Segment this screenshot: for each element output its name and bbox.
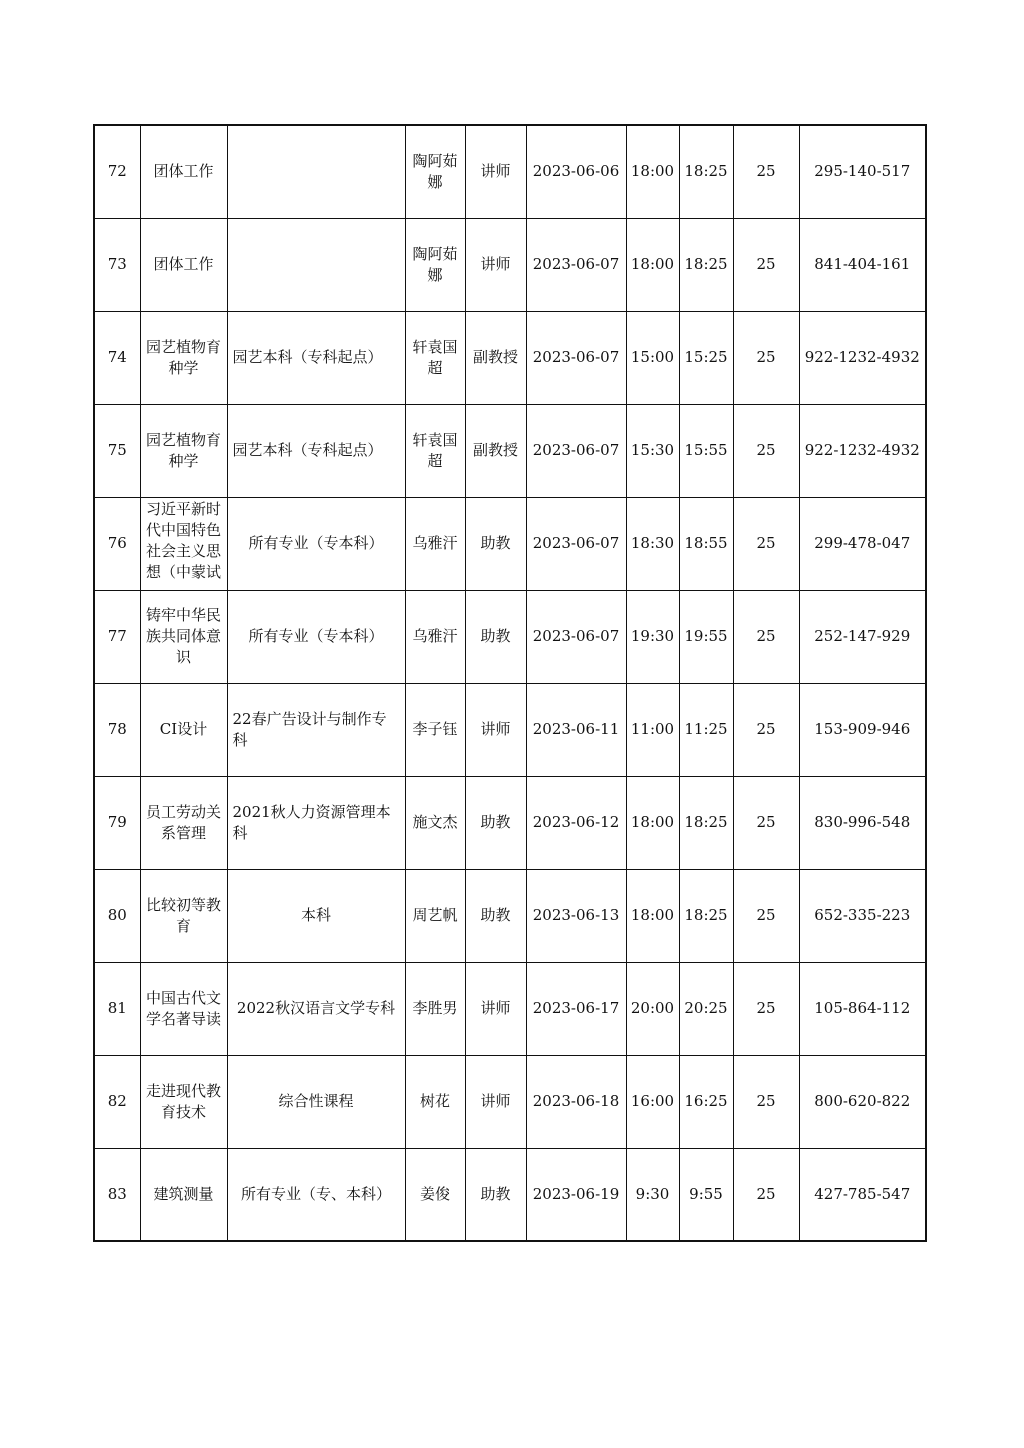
cell-row-number: 74 xyxy=(94,311,140,404)
cell-teacher-title: 讲师 xyxy=(465,125,526,218)
cell-date: 2023-06-06 xyxy=(526,125,626,218)
cell-duration: 25 xyxy=(733,869,799,962)
cell-teacher-title: 讲师 xyxy=(465,218,526,311)
cell-major: 所有专业（专、本科） xyxy=(227,1148,405,1241)
table-row xyxy=(94,1148,926,1241)
cell-end-time: 18:25 xyxy=(679,218,733,311)
cell-row-number: 82 xyxy=(94,1055,140,1148)
cell-row-number: 79 xyxy=(94,776,140,869)
cell-teacher: 李胜男 xyxy=(405,962,465,1055)
cell-date: 2023-06-07 xyxy=(526,497,626,590)
cell-meeting-id: 299-478-047 xyxy=(799,497,926,590)
table-row xyxy=(94,869,926,962)
cell-meeting-id: 922-1232-4932 xyxy=(799,404,926,497)
cell-teacher: 陶阿茹娜 xyxy=(405,218,465,311)
cell-teacher: 施文杰 xyxy=(405,776,465,869)
cell-teacher-title: 讲师 xyxy=(465,1055,526,1148)
table-row xyxy=(94,590,926,683)
cell-course-name: 铸牢中华民族共同体意识 xyxy=(140,590,227,683)
cell-major: 园艺本科（专科起点） xyxy=(227,311,405,404)
cell-date: 2023-06-19 xyxy=(526,1148,626,1241)
cell-text: 习近平新时代中国特色社会主义思想（中蒙试 xyxy=(145,499,221,581)
cell-teacher-title: 助教 xyxy=(465,590,526,683)
cell-major: 所有专业（专本科） xyxy=(227,497,405,590)
table-row xyxy=(94,776,926,869)
cell-duration: 25 xyxy=(733,590,799,683)
cell-major: 2022秋汉语言文学专科 xyxy=(227,962,405,1055)
cell-end-time: 19:55 xyxy=(679,590,733,683)
cell-date: 2023-06-12 xyxy=(526,776,626,869)
cell-teacher-title: 助教 xyxy=(465,776,526,869)
cell-duration: 25 xyxy=(733,497,799,590)
cell-teacher-title: 讲师 xyxy=(465,683,526,776)
cell-teacher-title: 副教授 xyxy=(465,311,526,404)
cell-row-number: 72 xyxy=(94,125,140,218)
cell-date: 2023-06-07 xyxy=(526,218,626,311)
cell-start-time: 18:00 xyxy=(626,776,679,869)
cell-row-number: 76 xyxy=(94,497,140,590)
cell-duration: 25 xyxy=(733,218,799,311)
cell-course-name: CI设计 xyxy=(140,683,227,776)
cell-teacher-title: 讲师 xyxy=(465,962,526,1055)
cell-major: 综合性课程 xyxy=(227,1055,405,1148)
cell-start-time: 15:00 xyxy=(626,311,679,404)
cell-end-time: 18:25 xyxy=(679,869,733,962)
cell-start-time: 19:30 xyxy=(626,590,679,683)
cell-teacher: 姜俊 xyxy=(405,1148,465,1241)
cell-meeting-id: 105-864-112 xyxy=(799,962,926,1055)
cell-row-number: 80 xyxy=(94,869,140,962)
cell-row-number: 77 xyxy=(94,590,140,683)
cell-start-time: 20:00 xyxy=(626,962,679,1055)
cell-end-time: 18:55 xyxy=(679,497,733,590)
cell-row-number: 78 xyxy=(94,683,140,776)
cell-duration: 25 xyxy=(733,404,799,497)
cell-start-time: 15:30 xyxy=(626,404,679,497)
cell-major: 所有专业（专本科） xyxy=(227,590,405,683)
cell-date: 2023-06-11 xyxy=(526,683,626,776)
cell-date: 2023-06-07 xyxy=(526,311,626,404)
cell-course-name: 建筑测量 xyxy=(140,1148,227,1241)
cell-date: 2023-06-13 xyxy=(526,869,626,962)
cell-end-time: 18:25 xyxy=(679,125,733,218)
table-body xyxy=(94,125,926,1241)
cell-meeting-id: 800-620-822 xyxy=(799,1055,926,1148)
cell-row-number: 75 xyxy=(94,404,140,497)
cell-start-time: 11:00 xyxy=(626,683,679,776)
cell-end-time: 20:25 xyxy=(679,962,733,1055)
cell-start-time: 18:30 xyxy=(626,497,679,590)
cell-course-name: 园艺植物育种学 xyxy=(140,404,227,497)
cell-date: 2023-06-07 xyxy=(526,590,626,683)
cell-course-name: 走进现代教育技术 xyxy=(140,1055,227,1148)
cell-major xyxy=(227,125,405,218)
cell-end-time: 15:55 xyxy=(679,404,733,497)
cell-course-name: 比较初等教育 xyxy=(140,869,227,962)
schedule-table xyxy=(93,124,927,1242)
table-row xyxy=(94,125,926,218)
cell-teacher: 陶阿茹娜 xyxy=(405,125,465,218)
cell-meeting-id: 830-996-548 xyxy=(799,776,926,869)
cell-meeting-id: 652-335-223 xyxy=(799,869,926,962)
cell-course-name: 员工劳动关系管理 xyxy=(140,776,227,869)
table-row xyxy=(94,311,926,404)
cell-course-name: 中国古代文学名著导读 xyxy=(140,962,227,1055)
cell-start-time: 18:00 xyxy=(626,125,679,218)
cell-duration: 25 xyxy=(733,1148,799,1241)
cell-teacher: 轩袁国超 xyxy=(405,404,465,497)
cell-major: 22春广告设计与制作专科 xyxy=(227,683,405,776)
cell-meeting-id: 427-785-547 xyxy=(799,1148,926,1241)
cell-end-time: 15:25 xyxy=(679,311,733,404)
cell-major: 园艺本科（专科起点） xyxy=(227,404,405,497)
cell-meeting-id: 295-140-517 xyxy=(799,125,926,218)
cell-teacher-title: 助教 xyxy=(465,869,526,962)
cell-row-number: 73 xyxy=(94,218,140,311)
cell-teacher: 树花 xyxy=(405,1055,465,1148)
cell-meeting-id: 922-1232-4932 xyxy=(799,311,926,404)
cell-meeting-id: 252-147-929 xyxy=(799,590,926,683)
table-row xyxy=(94,962,926,1055)
cell-row-number: 81 xyxy=(94,962,140,1055)
cell-start-time: 9:30 xyxy=(626,1148,679,1241)
table-row xyxy=(94,218,926,311)
cell-start-time: 16:00 xyxy=(626,1055,679,1148)
cell-teacher: 李子钰 xyxy=(405,683,465,776)
cell-start-time: 18:00 xyxy=(626,869,679,962)
cell-start-time: 18:00 xyxy=(626,218,679,311)
cell-teacher: 轩袁国超 xyxy=(405,311,465,404)
cell-end-time: 11:25 xyxy=(679,683,733,776)
cell-major: 本科 xyxy=(227,869,405,962)
cell-teacher-title: 副教授 xyxy=(465,404,526,497)
cell-course-name: 园艺植物育种学 xyxy=(140,311,227,404)
cell-duration: 25 xyxy=(733,1055,799,1148)
table-row xyxy=(94,404,926,497)
cell-end-time: 9:55 xyxy=(679,1148,733,1241)
cell-end-time: 18:25 xyxy=(679,776,733,869)
cell-teacher-title: 助教 xyxy=(465,497,526,590)
cell-duration: 25 xyxy=(733,311,799,404)
table-row xyxy=(94,1055,926,1148)
cell-date: 2023-06-17 xyxy=(526,962,626,1055)
cell-teacher: 乌雅汗 xyxy=(405,497,465,590)
cell-teacher: 周艺帆 xyxy=(405,869,465,962)
cell-row-number: 83 xyxy=(94,1148,140,1241)
cell-meeting-id: 153-909-946 xyxy=(799,683,926,776)
cell-duration: 25 xyxy=(733,683,799,776)
cell-duration: 25 xyxy=(733,776,799,869)
cell-major: 2021秋人力资源管理本科 xyxy=(227,776,405,869)
cell-end-time: 16:25 xyxy=(679,1055,733,1148)
cell-date: 2023-06-18 xyxy=(526,1055,626,1148)
table-row xyxy=(94,683,926,776)
cell-teacher-title: 助教 xyxy=(465,1148,526,1241)
cell-course-name xyxy=(140,497,227,590)
cell-duration: 25 xyxy=(733,962,799,1055)
table-row xyxy=(94,497,926,590)
cell-date: 2023-06-07 xyxy=(526,404,626,497)
cell-meeting-id: 841-404-161 xyxy=(799,218,926,311)
cell-course-name: 团体工作 xyxy=(140,218,227,311)
cell-major xyxy=(227,218,405,311)
cell-teacher: 乌雅汗 xyxy=(405,590,465,683)
cell-course-name: 团体工作 xyxy=(140,125,227,218)
cell-duration: 25 xyxy=(733,125,799,218)
